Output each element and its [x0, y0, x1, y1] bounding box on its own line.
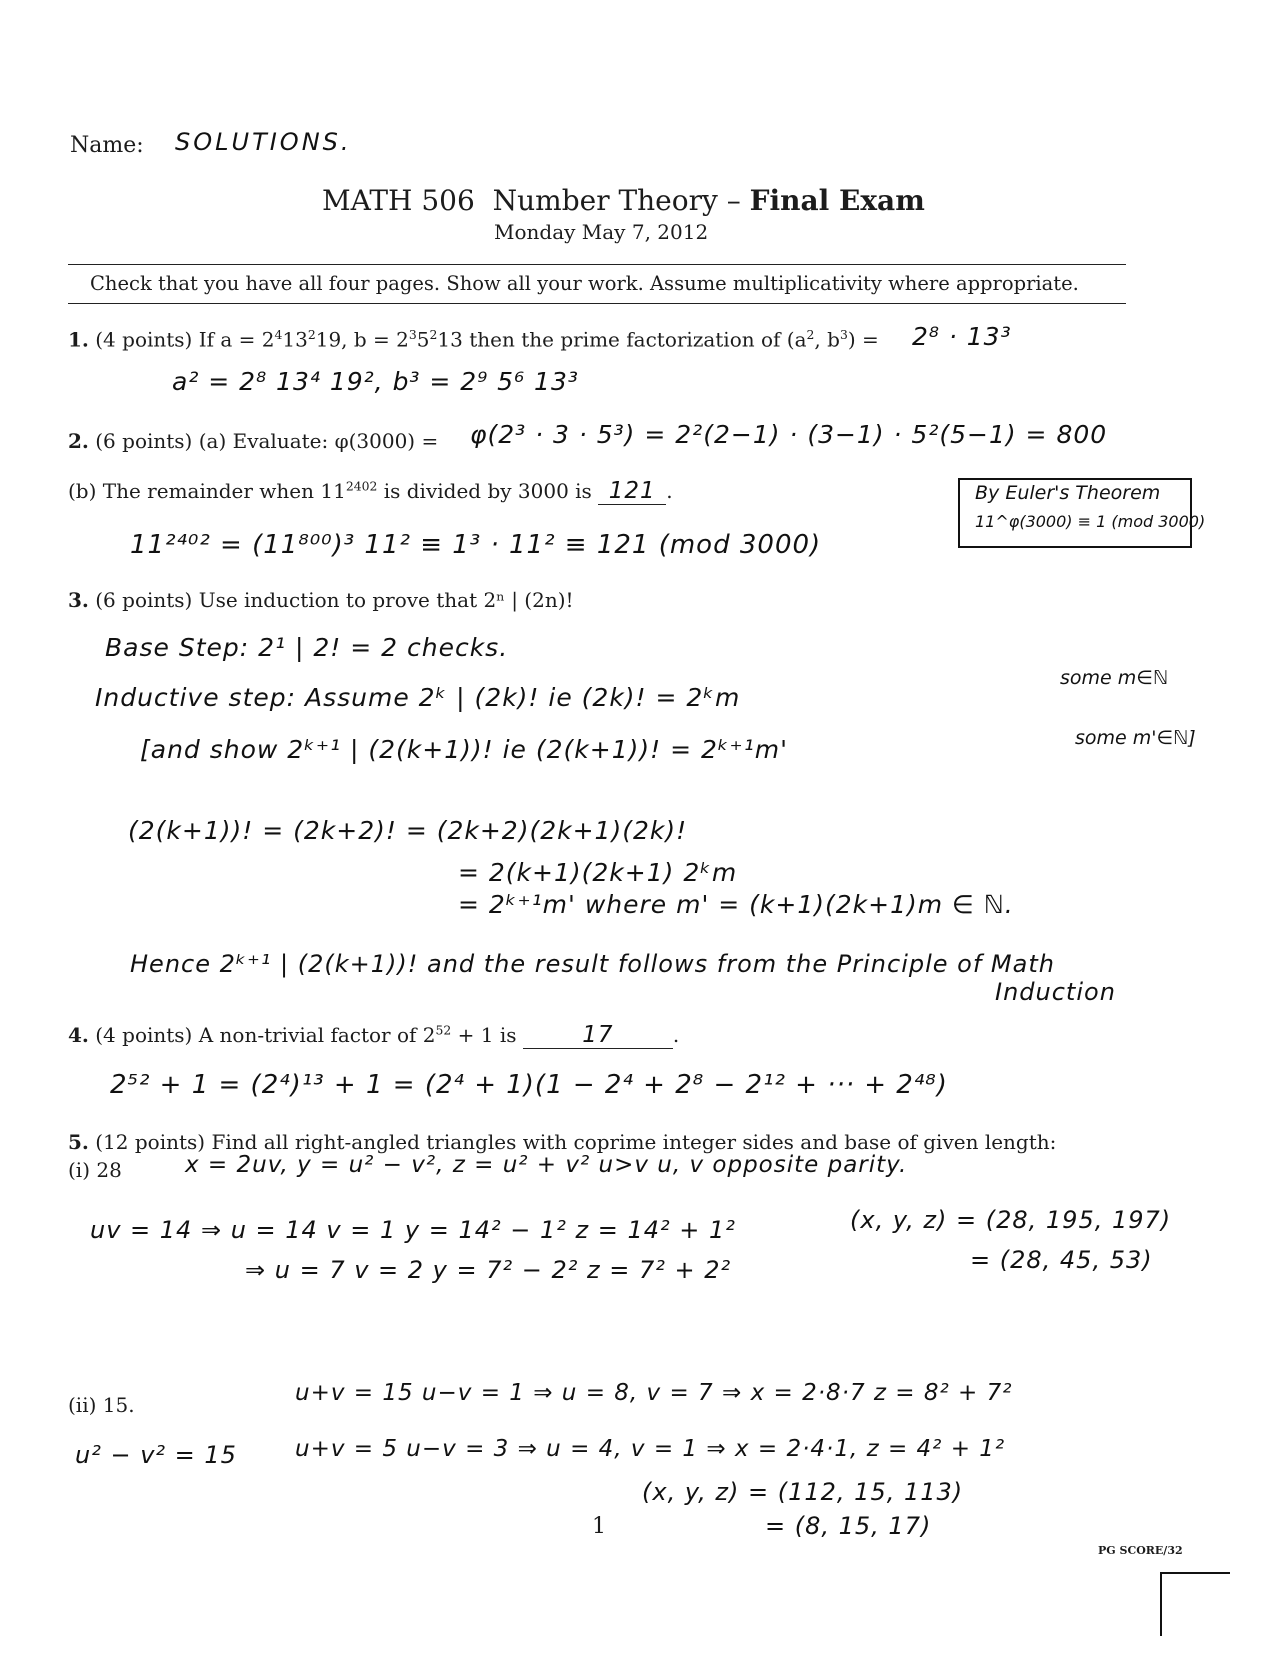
q4-exp: 52: [435, 1022, 452, 1038]
q5-ii-row2: u+v = 5 u−v = 3 ⇒ u = 4, v = 1 ⇒ x = 2·4·1, z = 4² + 1²: [295, 1436, 1006, 1462]
q1-work: a² = 2⁸ 13⁴ 19², b³ = 2⁹ 5⁶ 13³: [172, 367, 579, 396]
q3-conclusion-2: Induction: [995, 978, 1116, 1006]
q1-text: 5: [416, 327, 430, 352]
page-score-label: PG SCORE/32: [1098, 1544, 1183, 1557]
q3-line-1: (2(k+1))! = (2k+2)! = (2k+2)(2k+1)(2k)!: [128, 816, 688, 845]
q3-some-m: some m∈ℕ: [1060, 667, 1169, 689]
exam-name: Final Exam: [749, 184, 925, 217]
q2a-text: (6 points) (a) Evaluate: φ(3000) =: [95, 429, 439, 453]
q5-part-ii: (ii) 15.: [68, 1393, 135, 1417]
q1-number: 1.: [68, 327, 89, 352]
q2b-prompt: (b) The remainder when $11^{2402}$ is divided by 3000 is 121 .: [68, 478, 673, 504]
q5-number: 5.: [68, 1130, 89, 1154]
q3-text: (6 points) Use induction to prove that 2ⁿ | (2n)!: [95, 588, 574, 612]
exam-date: Monday May 7, 2012: [494, 220, 709, 244]
q3-number: 3.: [68, 588, 89, 612]
q4-text: (4 points) A non-trivial factor of 2: [95, 1023, 436, 1047]
q1-text: 13 then the prime factorization of (a: [437, 327, 807, 352]
q1-answer: 2⁸ · 13³: [912, 322, 1012, 351]
bottom-rule: [68, 303, 1126, 304]
q1-prompt: [68, 327, 879, 352]
q2b-answer: 121: [608, 478, 656, 504]
course-title: Number Theory –: [492, 184, 741, 217]
q1-exp: 2: [429, 327, 438, 342]
q2-number: 2.: [68, 429, 89, 453]
course-code: MATH 506: [322, 184, 475, 217]
page-number: 1: [592, 1514, 606, 1539]
q3-inductive-step: Inductive step: Assume 2ᵏ | (2k)! ie (2k)! = 2ᵏm: [95, 683, 741, 712]
q1-exp: 3: [839, 327, 848, 342]
q3-some-m-prime: some m'∈ℕ]: [1075, 727, 1196, 749]
top-rule: [68, 264, 1126, 265]
q5-part-i: (i) 28: [68, 1158, 122, 1182]
q5-prompt: [68, 1130, 1056, 1154]
score-box-top: [1160, 1572, 1230, 1574]
q2b-work: 11²⁴⁰² = (11⁸⁰⁰)³ 11² ≡ 1³ · 11² ≡ 121 (mod 3000): [130, 530, 822, 560]
q1-text: , b: [814, 327, 840, 352]
q1-exp: 3: [408, 327, 417, 342]
q3-show: [and show 2ᵏ⁺¹ | (2(k+1))! ie (2(k+1))! = 2ᵏ⁺¹m': [140, 735, 788, 764]
euler-note-1: By Euler's Theorem: [975, 482, 1161, 504]
q5-param: x = 2uv, y = u² − v², z = u² + v² u>v u, v opposite parity.: [185, 1152, 908, 1178]
q5-ii-lhs: u² − v² = 15: [75, 1441, 237, 1469]
exam-title: [322, 184, 925, 217]
q1-exp: 4: [274, 327, 283, 342]
q2b-text: (b) The remainder when 11: [68, 479, 346, 503]
q1-text: 19, b = 2: [315, 327, 409, 352]
q2b-exp: 2402: [345, 478, 378, 494]
q1-text: 13: [282, 327, 308, 352]
q5-text: (12 points) Find all right-angled triangles with coprime integer sides and base of given length:: [95, 1130, 1057, 1154]
q4-text: + 1 is: [457, 1023, 517, 1047]
q3-line-2: = 2(k+1)(2k+1) 2ᵏm: [458, 858, 738, 887]
q1-text: ) =: [847, 327, 879, 352]
q4-answer: 17: [582, 1022, 614, 1048]
q1-exp: 2: [806, 327, 815, 342]
q4-work: 2⁵² + 1 = (2⁴)¹³ + 1 = (2⁴ + 1)(1 − 2⁴ + 2⁸ − 2¹² + ··· + 2⁴⁸): [110, 1070, 948, 1100]
q5-ii-row1: u+v = 15 u−v = 1 ⇒ u = 8, v = 7 ⇒ x = 2·8·7 z = 8² + 7²: [295, 1380, 1013, 1406]
euler-note-2: 11^φ(3000) ≡ 1 (mod 3000): [975, 512, 1206, 531]
q1-exp: 2: [307, 327, 316, 342]
score-box-left: [1160, 1572, 1162, 1636]
q4-number: 4.: [68, 1023, 89, 1047]
q2a-prompt: [68, 429, 438, 453]
instructions: Check that you have all four pages. Show all your work. Assume multiplicativity where appropriate.: [90, 272, 1079, 295]
q2b-text: is divided by 3000 is: [383, 479, 592, 503]
q2b-answer-blank: [598, 478, 666, 505]
q5-ii-result-1: (x, y, z) = (112, 15, 113): [642, 1478, 964, 1506]
q3-conclusion: Hence 2ᵏ⁺¹ | (2(k+1))! and the result follows from the Principle of Math: [130, 950, 1055, 978]
q3-prompt: [68, 588, 574, 612]
q5-row1-work: uv = 14 ⇒ u = 14 v = 1 y = 14² − 1² z = 14² + 1²: [90, 1216, 736, 1244]
q3-line-3: = 2ᵏ⁺¹m' where m' = (k+1)(2k+1)m ∈ ℕ.: [458, 890, 1014, 919]
q5-row1-result: (x, y, z) = (28, 195, 197): [850, 1206, 1172, 1234]
q4-prompt: 4. (4 points) A non-trivial factor of $2^{52} + 1$ is 17 .: [68, 1022, 680, 1048]
q5-row2-result: = (28, 45, 53): [970, 1246, 1153, 1274]
q2a-answer: φ(2³ · 3 · 5³) = 2²(2−1) · (3−1) · 5²(5−1) = 800: [470, 420, 1108, 449]
q5-ii-result-2: = (8, 15, 17): [765, 1512, 932, 1540]
q3-base-step: Base Step: 2¹ | 2! = 2 checks.: [105, 633, 509, 662]
q4-answer-blank: [523, 1022, 673, 1049]
q1-text: (4 points) If a = 2: [95, 327, 275, 352]
q5-row2-work: ⇒ u = 7 v = 2 y = 7² − 2² z = 7² + 2²: [245, 1256, 732, 1284]
name-value: SOLUTIONS.: [175, 128, 352, 156]
name-label: Name:: [70, 133, 144, 158]
